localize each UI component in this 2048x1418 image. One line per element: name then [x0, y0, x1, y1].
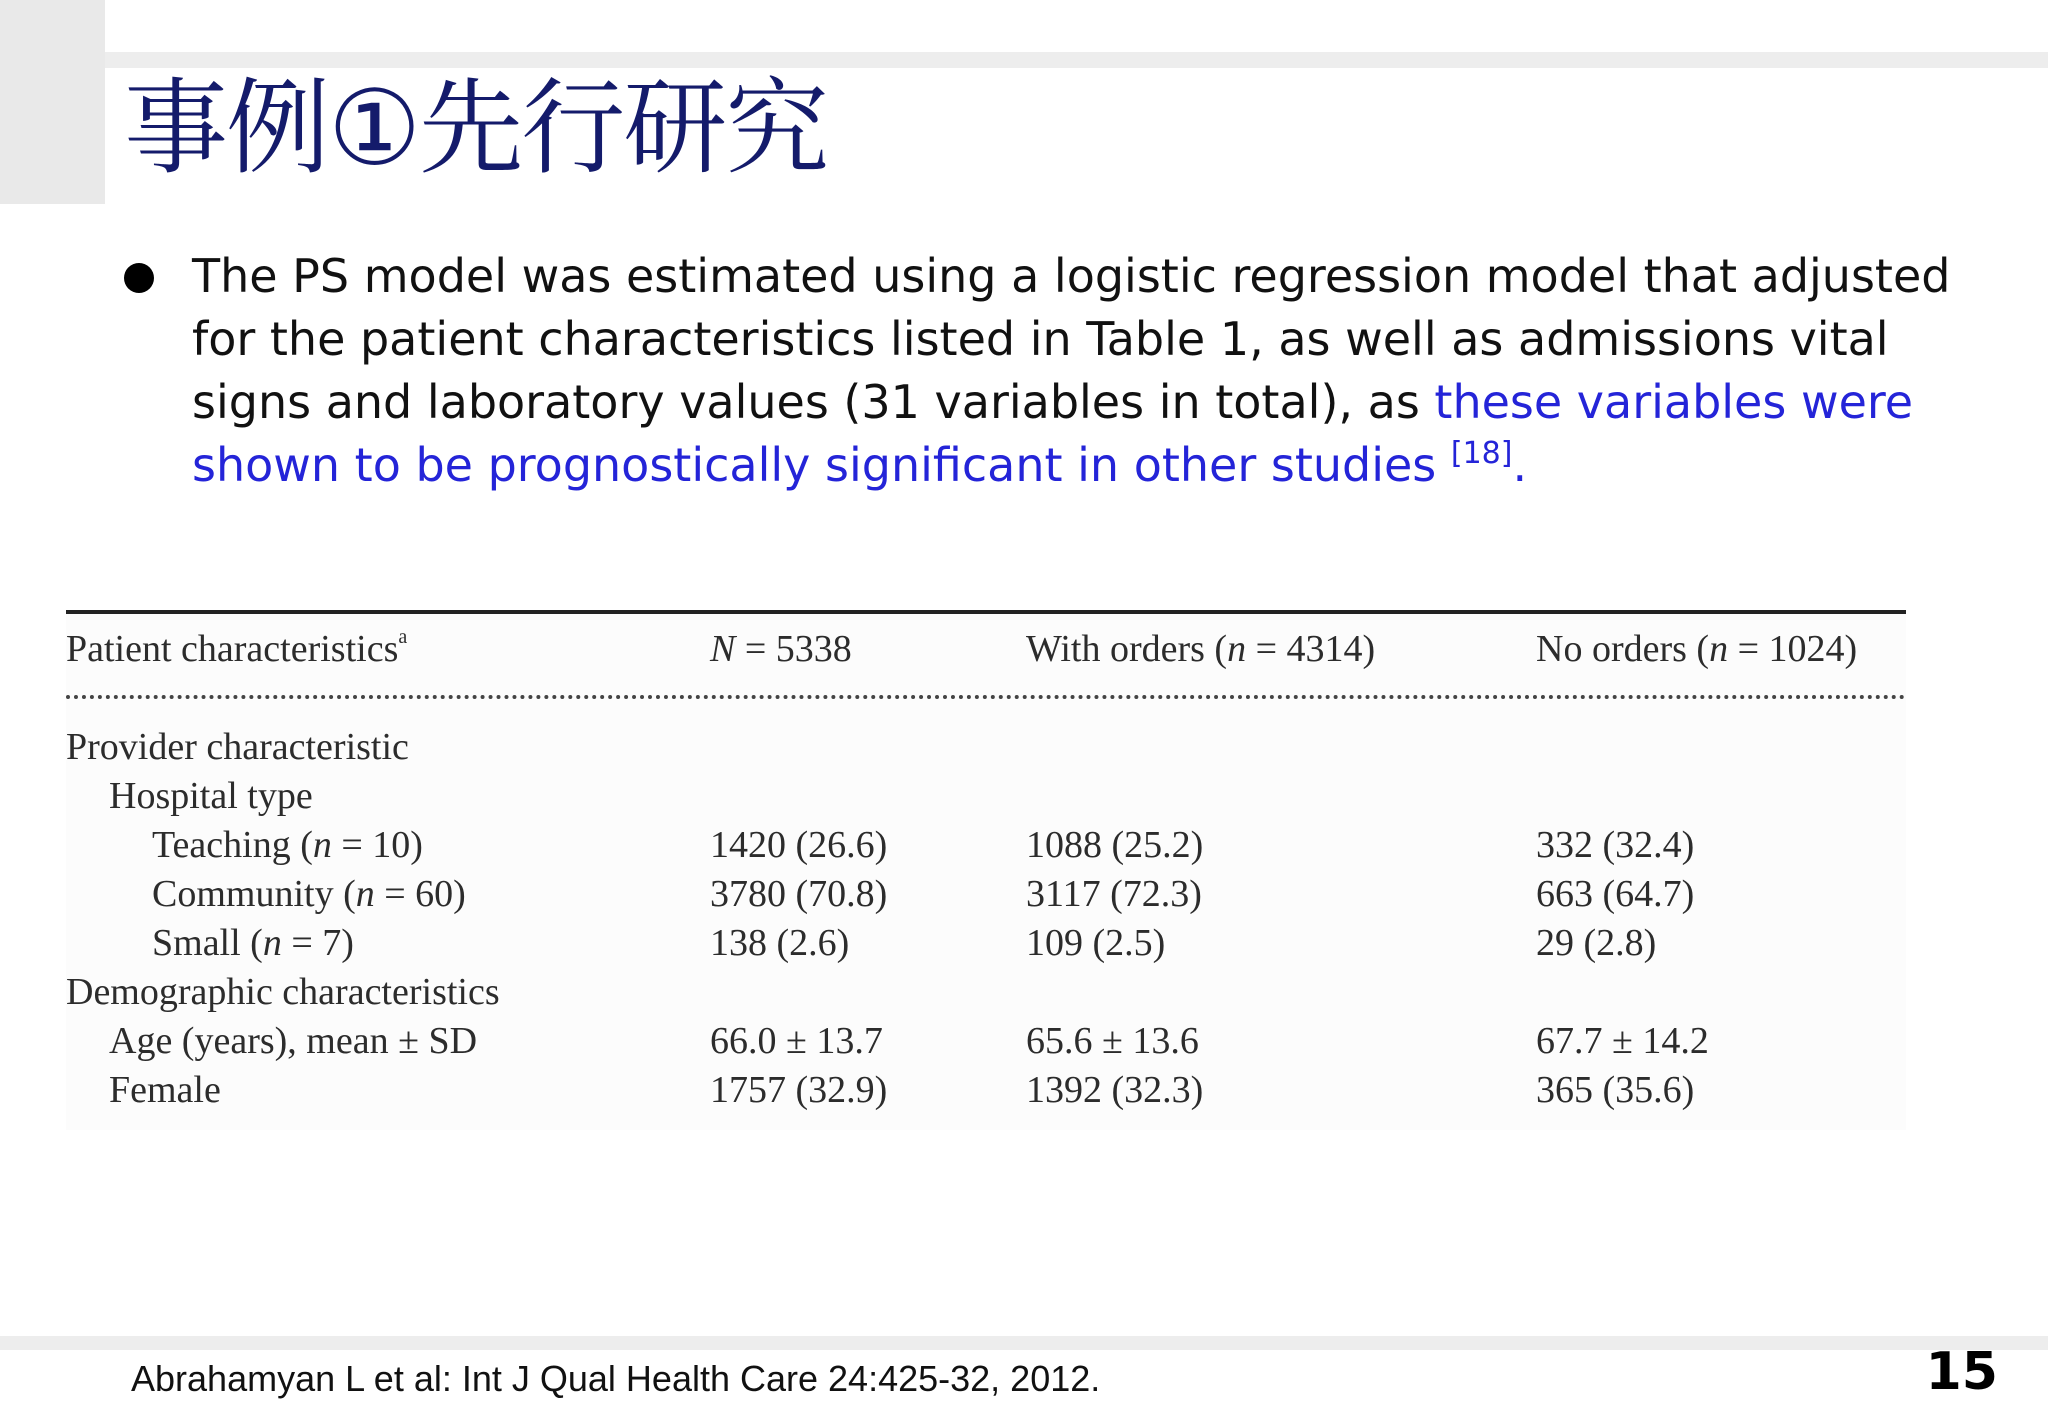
table-cell: 109 (2.5)	[1026, 922, 1166, 964]
row-label-n: n	[262, 922, 282, 964]
row-label-n: n	[312, 824, 332, 866]
bullet-reference: [18]	[1450, 436, 1513, 471]
table-header-no-orders	[1536, 626, 1857, 672]
header-total-n: N	[710, 628, 736, 670]
header-no-orders-value: = 1024)	[1728, 628, 1858, 670]
table-cell: 1757 (32.9)	[710, 1069, 888, 1111]
table-cell: 29 (2.8)	[1536, 922, 1657, 964]
table-cell: 365 (35.6)	[1536, 1069, 1695, 1111]
footer-band	[0, 1336, 2048, 1350]
table-header-rule	[66, 695, 1906, 699]
bullet-text-end: .	[1512, 438, 1528, 492]
bullet-text-highlight: these variables were shown to be prognostically significant in other studies	[192, 375, 1914, 492]
table-row-label	[152, 871, 466, 917]
table-cell: 3117 (72.3)	[1026, 873, 1202, 915]
table-row-label	[152, 822, 423, 868]
corner-decoration	[0, 0, 105, 204]
table-top-rule	[66, 610, 1906, 614]
table-cell: 65.6 ± 13.6	[1026, 1020, 1199, 1062]
header-with-orders-label: With orders (	[1026, 628, 1228, 670]
table-row-label: Female	[109, 1069, 221, 1111]
table-row-label: Age (years), mean ± SD	[109, 1020, 478, 1062]
header-total-value: = 5338	[735, 628, 852, 670]
header-with-orders-value: = 4314)	[1246, 628, 1376, 670]
table-cell: 332 (32.4)	[1536, 824, 1695, 866]
table-header-characteristics	[66, 626, 407, 672]
table-row-label: Demographic characteristics	[66, 971, 500, 1013]
header-label: Patient characteristics	[66, 628, 399, 670]
table-row-label: Provider characteristic	[66, 726, 409, 768]
table-row-label: Hospital type	[109, 775, 313, 817]
table-row-label	[152, 920, 354, 966]
row-label-count: = 10)	[331, 824, 423, 866]
page-number: 15	[1925, 1342, 1998, 1402]
slide-title: 事例①先行研究	[124, 67, 828, 189]
row-label-count: = 7)	[281, 922, 354, 964]
table-cell: 1392 (32.3)	[1026, 1069, 1204, 1111]
row-label-text: Teaching (	[152, 824, 313, 866]
table-cell: 66.0 ± 13.7	[710, 1020, 883, 1062]
characteristics-table	[66, 610, 1906, 1130]
table-cell: 1088 (25.2)	[1026, 824, 1204, 866]
table-cell: 67.7 ± 14.2	[1536, 1020, 1709, 1062]
header-no-orders-label: No orders (	[1536, 628, 1710, 670]
table-cell: 663 (64.7)	[1536, 873, 1695, 915]
bullet-dot-icon	[124, 263, 154, 293]
row-label-text: Small (	[152, 922, 263, 964]
table-header-with-orders	[1026, 626, 1375, 672]
row-label-text: Community (	[152, 873, 356, 915]
header-no-orders-n: n	[1709, 628, 1729, 670]
row-label-count: = 60)	[374, 873, 466, 915]
citation: Abrahamyan L et al: Int J Qual Health Care 24:425-32, 2012.	[131, 1358, 1101, 1399]
table-header-total	[710, 626, 852, 672]
header-with-orders-n: n	[1227, 628, 1247, 670]
bullet-text-main: The PS model was estimated using a logistic regression model that adjusted for the patient characteristics listed in Table 1, as well as admissions vital signs and laboratory values (31 variables in total), as	[192, 249, 1951, 429]
row-label-n: n	[355, 873, 375, 915]
table-cell: 1420 (26.6)	[710, 824, 888, 866]
header-footnote-marker: a	[398, 626, 408, 648]
table-cell: 138 (2.6)	[710, 922, 850, 964]
table-cell: 3780 (70.8)	[710, 873, 888, 915]
bullet-text	[192, 245, 1952, 497]
